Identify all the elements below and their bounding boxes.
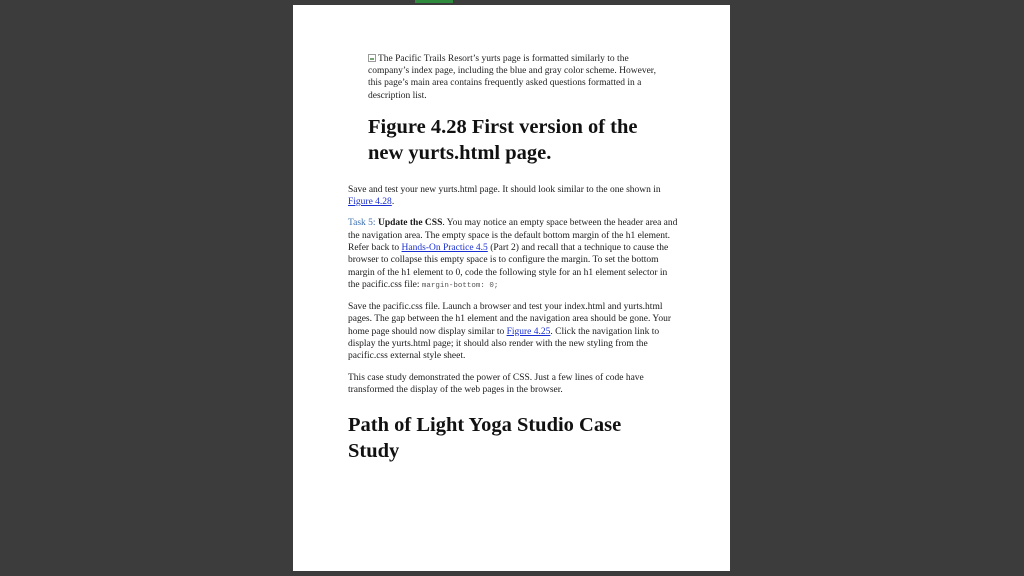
document-page xyxy=(293,5,730,571)
section-heading: Path of Light Yoga Studio Case Study xyxy=(348,414,622,463)
save-test-paragraph xyxy=(348,184,678,209)
page-content xyxy=(348,53,678,464)
paragraph-text: . Click the navigation link to display the yurts.html page; it should also render with the new styling from the pacific.css external style sheet. xyxy=(348,326,660,362)
case-study-summary-paragraph: This case study demonstrated the power of CSS. Just a few lines of code have transformed the display of the web pages in the browser. xyxy=(348,372,644,395)
figure-image-alt-text xyxy=(368,53,658,102)
paragraph-text: Save and test your new yurts.html page. It should look similar to the one shown in xyxy=(348,184,661,195)
paragraph-text: . You may notice an empty space between the header area and the navigation area. The empty space is the default bottom margin of the h1 element. Refer back to xyxy=(348,218,678,253)
paragraph-text: . xyxy=(391,197,395,208)
paragraph-text: Save the pacific.css file. Launch a browser and test your index.html and yurts.html pages. The gap between the h1 element and the navigation area should be gone. Your home page should now display similar to xyxy=(348,302,671,337)
broken-image-icon xyxy=(368,54,376,62)
task-label: Task 5: xyxy=(348,218,378,229)
task-title: Update the CSS xyxy=(377,218,443,229)
figure-caption: Figure 4.28 First version of the new yurts.html page. xyxy=(368,115,638,164)
hands-on-practice-link[interactable]: Hands-On Practice 4.5 xyxy=(401,243,488,253)
task-5-paragraph xyxy=(348,217,678,292)
launch-browser-paragraph xyxy=(348,301,678,362)
reading-progress-indicator xyxy=(415,0,453,3)
figure-4-28-link[interactable]: Figure 4.28 xyxy=(348,197,392,208)
css-code-snippet: margin-bottom: 0; xyxy=(421,281,499,290)
figure-alt-text: The Pacific Trails Resort’s yurts page is formatted similarly to the company’s index page, including the blue and gray color scheme. However, this page’s main area contains frequently asked questions formatted in a description list. xyxy=(368,54,656,101)
paragraph-text: (Part 2) and recall that a technique to cause the browser to collapse this empty space is to configure the margin. To set the bottom margin of the h1 element to 0, code the following style for an h1 element selector in the pacific.css file: xyxy=(348,243,669,290)
figure-block xyxy=(368,53,658,166)
figure-4-25-link[interactable]: Figure 4.25 xyxy=(506,326,551,337)
